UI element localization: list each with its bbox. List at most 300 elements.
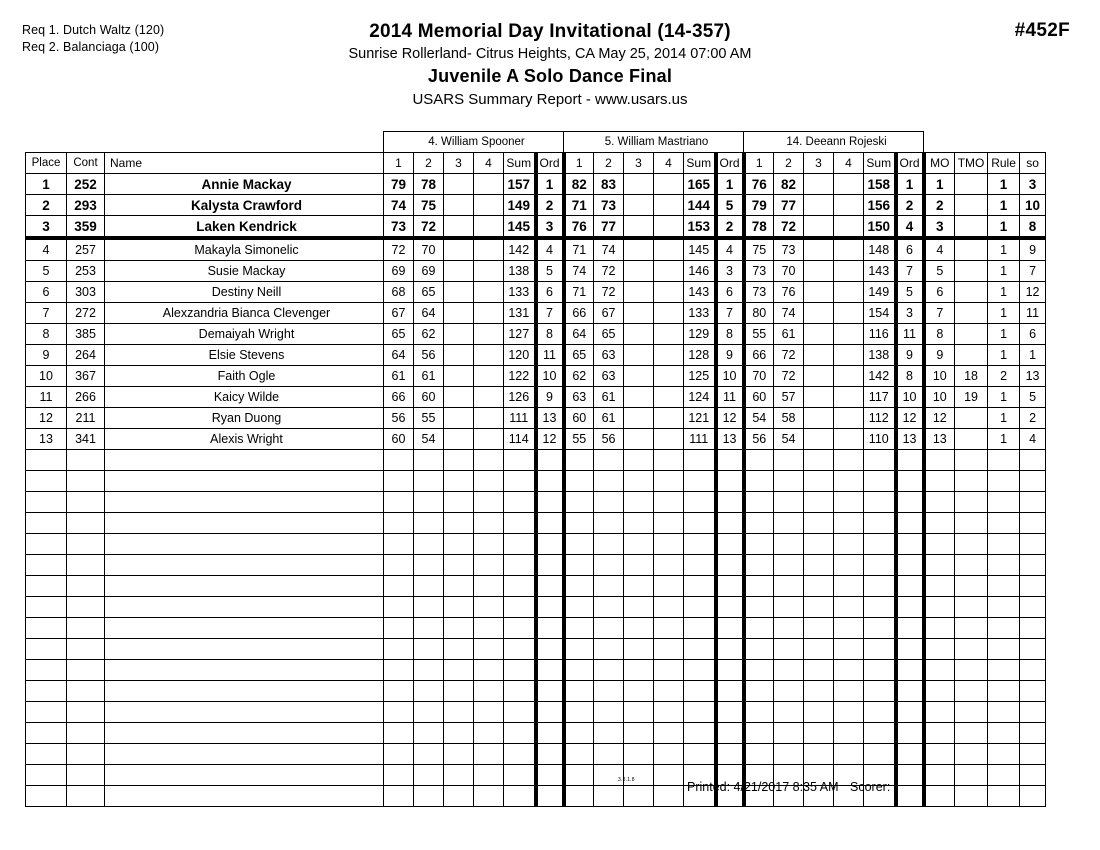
cell-j2-3 — [624, 429, 654, 450]
cell-empty — [474, 702, 504, 723]
cell-empty — [594, 786, 624, 807]
cell-empty — [684, 555, 716, 576]
cell-empty — [444, 660, 474, 681]
header-j3-sum: Sum — [864, 153, 896, 174]
cell-empty — [504, 597, 536, 618]
table-row[interactable] — [26, 238, 1046, 261]
table-row[interactable] — [26, 195, 1046, 216]
cell-j2-2: 73 — [594, 195, 624, 216]
cell-cont: 257 — [67, 238, 105, 261]
header-place: Place — [26, 153, 67, 174]
cell-mo: 10 — [924, 387, 955, 408]
cell-cont: 303 — [67, 282, 105, 303]
cell-empty — [774, 744, 804, 765]
cell-empty — [105, 492, 384, 513]
cell-j2-1: 63 — [564, 387, 594, 408]
cell-name: Elsie Stevens — [105, 345, 384, 366]
cell-empty — [384, 723, 414, 744]
cell-empty — [896, 576, 924, 597]
cell-empty — [864, 597, 896, 618]
cell-so: 7 — [1020, 261, 1046, 282]
cell-empty — [594, 513, 624, 534]
cell-j1-1: 65 — [384, 324, 414, 345]
cell-j2-1: 74 — [564, 261, 594, 282]
cell-empty — [988, 786, 1020, 807]
cell-empty — [624, 786, 654, 807]
cell-j1-4 — [474, 238, 504, 261]
cell-empty — [684, 534, 716, 555]
cell-empty — [414, 660, 444, 681]
cell-empty — [67, 702, 105, 723]
cell-j2-sum: 129 — [684, 324, 716, 345]
cell-j3-4 — [834, 261, 864, 282]
cell-j3-1: 54 — [744, 408, 774, 429]
venue-line: Sunrise Rollerland- Citrus Heights, CA May 25, 2014 07:00 AM — [348, 46, 752, 62]
cell-empty — [624, 492, 654, 513]
cell-empty — [594, 744, 624, 765]
cell-empty — [774, 555, 804, 576]
cell-j3-ord: 10 — [896, 387, 924, 408]
cell-empty — [474, 513, 504, 534]
cell-empty — [924, 534, 955, 555]
table-row[interactable] — [26, 408, 1046, 429]
cell-empty — [1020, 450, 1046, 471]
cell-empty — [804, 492, 834, 513]
cell-empty — [774, 723, 804, 744]
header-j1-4: 4 — [474, 153, 504, 174]
cell-j3-ord: 11 — [896, 324, 924, 345]
cell-j3-2: 57 — [774, 387, 804, 408]
cell-cont: 264 — [67, 345, 105, 366]
cell-empty — [744, 681, 774, 702]
cell-j1-ord: 8 — [536, 324, 564, 345]
cell-empty — [988, 639, 1020, 660]
cell-empty — [924, 597, 955, 618]
cell-empty — [988, 513, 1020, 534]
cell-j1-2: 55 — [414, 408, 444, 429]
cell-empty — [774, 576, 804, 597]
cell-mo: 5 — [924, 261, 955, 282]
cell-empty — [594, 471, 624, 492]
cell-j3-3 — [804, 345, 834, 366]
cell-empty — [716, 492, 744, 513]
cell-place: 3 — [26, 216, 67, 239]
cell-tmo: 19 — [955, 387, 988, 408]
cell-tmo — [955, 216, 988, 239]
cell-j2-3 — [624, 303, 654, 324]
cell-j1-ord: 6 — [536, 282, 564, 303]
cell-empty — [804, 702, 834, 723]
cell-empty — [384, 702, 414, 723]
table-row[interactable] — [26, 174, 1046, 195]
table-row-empty[interactable] — [26, 702, 1046, 723]
table-row[interactable] — [26, 324, 1046, 345]
requirement-line-1: Req 1. Dutch Waltz (120) — [22, 23, 165, 37]
table-row[interactable] — [26, 282, 1046, 303]
cell-empty — [896, 471, 924, 492]
cell-empty — [744, 576, 774, 597]
cell-j2-2: 63 — [594, 345, 624, 366]
cell-empty — [414, 534, 444, 555]
cell-empty — [67, 660, 105, 681]
cell-empty — [384, 534, 414, 555]
cell-tmo — [955, 408, 988, 429]
cell-empty — [834, 744, 864, 765]
cell-empty — [474, 555, 504, 576]
cell-empty — [654, 765, 684, 786]
table-row[interactable] — [26, 387, 1046, 408]
cell-empty — [624, 555, 654, 576]
cell-j1-sum: 142 — [504, 238, 536, 261]
cell-empty — [105, 723, 384, 744]
cell-empty — [536, 765, 564, 786]
cell-j1-4 — [474, 366, 504, 387]
cell-j1-2: 60 — [414, 387, 444, 408]
cell-j2-1: 55 — [564, 429, 594, 450]
cell-j2-3 — [624, 174, 654, 195]
cell-j3-1: 80 — [744, 303, 774, 324]
cell-empty — [924, 513, 955, 534]
table-row[interactable] — [26, 303, 1046, 324]
header-j2-sum: Sum — [684, 153, 716, 174]
cell-empty — [924, 576, 955, 597]
cell-empty — [444, 702, 474, 723]
cell-empty — [474, 639, 504, 660]
cell-empty — [474, 471, 504, 492]
cell-empty — [105, 702, 384, 723]
requirements-block — [22, 22, 164, 56]
cell-empty — [444, 723, 474, 744]
cell-empty — [834, 660, 864, 681]
cell-empty — [564, 450, 594, 471]
cell-empty — [67, 681, 105, 702]
cell-empty — [26, 786, 67, 807]
cell-rule: 1 — [988, 174, 1020, 195]
cell-empty — [474, 534, 504, 555]
cell-place: 10 — [26, 366, 67, 387]
cell-empty — [988, 450, 1020, 471]
cell-empty — [774, 681, 804, 702]
cell-empty — [896, 786, 924, 807]
cell-j2-sum: 133 — [684, 303, 716, 324]
cell-j1-4 — [474, 429, 504, 450]
cell-empty — [955, 597, 988, 618]
cell-rule: 1 — [988, 216, 1020, 239]
cell-empty — [804, 639, 834, 660]
cell-empty — [716, 576, 744, 597]
cell-j1-sum: 131 — [504, 303, 536, 324]
table-row-empty[interactable] — [26, 681, 1046, 702]
cell-empty — [955, 555, 988, 576]
cell-empty — [67, 492, 105, 513]
cell-empty — [67, 471, 105, 492]
cell-j1-ord: 7 — [536, 303, 564, 324]
cell-cont: 341 — [67, 429, 105, 450]
cell-empty — [896, 492, 924, 513]
cell-j3-3 — [804, 429, 834, 450]
cell-empty — [504, 492, 536, 513]
table-row-empty[interactable] — [26, 555, 1046, 576]
cell-mo: 9 — [924, 345, 955, 366]
cell-j3-1: 55 — [744, 324, 774, 345]
cell-j1-3 — [444, 195, 474, 216]
cell-empty — [67, 576, 105, 597]
cell-j3-ord: 13 — [896, 429, 924, 450]
cell-empty — [444, 765, 474, 786]
cell-cont: 359 — [67, 216, 105, 239]
cell-j3-sum: 156 — [864, 195, 896, 216]
cell-j1-sum: 120 — [504, 345, 536, 366]
table-row[interactable] — [26, 366, 1046, 387]
cell-empty — [1020, 618, 1046, 639]
cell-empty — [924, 618, 955, 639]
cell-empty — [564, 555, 594, 576]
cell-j1-ord: 2 — [536, 195, 564, 216]
cell-j2-2: 74 — [594, 238, 624, 261]
table-row-empty[interactable] — [26, 765, 1046, 786]
cell-j2-ord: 7 — [716, 303, 744, 324]
cell-j1-sum: 122 — [504, 366, 536, 387]
cell-empty — [896, 639, 924, 660]
cell-empty — [26, 513, 67, 534]
cell-empty — [67, 597, 105, 618]
table-row-empty[interactable] — [26, 723, 1046, 744]
cell-j2-3 — [624, 282, 654, 303]
cell-j2-ord: 1 — [716, 174, 744, 195]
cell-empty — [924, 471, 955, 492]
cell-j2-2: 56 — [594, 429, 624, 450]
cell-place: 5 — [26, 261, 67, 282]
table-row[interactable] — [26, 345, 1046, 366]
cell-j2-1: 64 — [564, 324, 594, 345]
cell-empty — [504, 471, 536, 492]
cell-empty — [988, 492, 1020, 513]
cell-empty — [414, 744, 444, 765]
cell-empty — [924, 744, 955, 765]
cell-j1-ord: 3 — [536, 216, 564, 239]
cell-empty — [804, 618, 834, 639]
cell-place: 12 — [26, 408, 67, 429]
cell-j2-ord: 3 — [716, 261, 744, 282]
header-j1-2: 2 — [414, 153, 444, 174]
header-j3-2: 2 — [774, 153, 804, 174]
header-tmo: TMO — [955, 153, 988, 174]
cell-empty — [384, 639, 414, 660]
cell-empty — [474, 681, 504, 702]
cell-empty — [474, 618, 504, 639]
table-row-empty[interactable] — [26, 744, 1046, 765]
cell-empty — [504, 744, 536, 765]
cell-j2-2: 61 — [594, 408, 624, 429]
cell-empty — [444, 744, 474, 765]
cell-empty — [955, 744, 988, 765]
cell-empty — [716, 618, 744, 639]
cell-empty — [564, 681, 594, 702]
cell-empty — [924, 639, 955, 660]
cell-j2-3 — [624, 195, 654, 216]
cell-name: Kalysta Crawford — [105, 195, 384, 216]
table-row-empty[interactable] — [26, 450, 1046, 471]
cell-j1-3 — [444, 408, 474, 429]
cell-empty — [834, 450, 864, 471]
cell-empty — [564, 597, 594, 618]
cell-name: Laken Kendrick — [105, 216, 384, 239]
cell-j1-4 — [474, 303, 504, 324]
banner-spacer-rule — [988, 132, 1020, 153]
cell-empty — [564, 786, 594, 807]
cell-empty — [834, 513, 864, 534]
cell-so: 13 — [1020, 366, 1046, 387]
cell-empty — [924, 702, 955, 723]
cell-empty — [955, 513, 988, 534]
header-j2-ord: Ord — [716, 153, 744, 174]
cell-empty — [67, 639, 105, 660]
cell-empty — [474, 450, 504, 471]
cell-empty — [594, 618, 624, 639]
cell-name: Demaiyah Wright — [105, 324, 384, 345]
cell-empty — [896, 534, 924, 555]
cell-empty — [624, 471, 654, 492]
cell-j1-1: 60 — [384, 429, 414, 450]
cell-so: 8 — [1020, 216, 1046, 239]
cell-empty — [414, 702, 444, 723]
cell-mo: 7 — [924, 303, 955, 324]
cell-empty — [654, 723, 684, 744]
header-j3-3: 3 — [804, 153, 834, 174]
cell-empty — [834, 681, 864, 702]
cell-j2-sum: 128 — [684, 345, 716, 366]
cell-empty — [744, 513, 774, 534]
cell-empty — [105, 744, 384, 765]
cell-empty — [684, 513, 716, 534]
cell-so: 3 — [1020, 174, 1046, 195]
cell-empty — [564, 744, 594, 765]
cell-empty — [67, 513, 105, 534]
cell-empty — [504, 723, 536, 744]
table-row-empty[interactable] — [26, 534, 1046, 555]
cell-j3-4 — [834, 216, 864, 239]
cell-empty — [684, 597, 716, 618]
cell-j1-4 — [474, 282, 504, 303]
cell-empty — [594, 534, 624, 555]
table-row-empty[interactable] — [26, 618, 1046, 639]
cell-empty — [744, 744, 774, 765]
cell-empty — [504, 555, 536, 576]
cell-empty — [564, 492, 594, 513]
table-row-empty[interactable] — [26, 513, 1046, 534]
cell-empty — [504, 534, 536, 555]
table-row-empty[interactable] — [26, 597, 1046, 618]
table-row-empty[interactable] — [26, 786, 1046, 807]
cell-empty — [654, 786, 684, 807]
cell-j1-1: 73 — [384, 216, 414, 239]
cell-empty — [414, 597, 444, 618]
table-row-empty[interactable] — [26, 471, 1046, 492]
cell-j2-4 — [654, 387, 684, 408]
cell-cont: 253 — [67, 261, 105, 282]
cell-j1-3 — [444, 324, 474, 345]
printed-label: Printed: 4/21/2017 8:35 AM — [687, 780, 839, 794]
cell-empty — [474, 744, 504, 765]
cell-j3-1: 79 — [744, 195, 774, 216]
cell-j1-4 — [474, 387, 504, 408]
table-row-empty[interactable] — [26, 492, 1046, 513]
cell-empty — [896, 597, 924, 618]
judge-header-1: 4. William Spooner — [384, 132, 564, 153]
cell-j1-2: 69 — [414, 261, 444, 282]
cell-j2-1: 82 — [564, 174, 594, 195]
cell-empty — [504, 702, 536, 723]
cell-j2-1: 76 — [564, 216, 594, 239]
cell-empty — [864, 492, 896, 513]
cell-j1-sum: 126 — [504, 387, 536, 408]
document-code: #452F — [1014, 20, 1070, 41]
cell-j1-3 — [444, 238, 474, 261]
cell-empty — [988, 534, 1020, 555]
cell-empty — [26, 576, 67, 597]
cell-j3-ord: 6 — [896, 238, 924, 261]
cell-j1-2: 61 — [414, 366, 444, 387]
header-name: Name — [105, 153, 384, 174]
cell-j3-ord: 2 — [896, 195, 924, 216]
report-header — [0, 20, 1100, 111]
cell-empty — [444, 639, 474, 660]
cell-empty — [1020, 702, 1046, 723]
cell-j2-4 — [654, 408, 684, 429]
cell-j3-1: 66 — [744, 345, 774, 366]
cell-empty — [804, 723, 834, 744]
cell-empty — [988, 471, 1020, 492]
cell-empty — [105, 639, 384, 660]
cell-j1-ord: 4 — [536, 238, 564, 261]
cell-empty — [536, 639, 564, 660]
table-row[interactable] — [26, 261, 1046, 282]
cell-empty — [105, 513, 384, 534]
header-j2-2: 2 — [594, 153, 624, 174]
cell-mo: 4 — [924, 238, 955, 261]
table-row[interactable] — [26, 216, 1046, 239]
cell-rule: 1 — [988, 324, 1020, 345]
cell-tmo — [955, 303, 988, 324]
cell-tmo — [955, 261, 988, 282]
cell-place: 7 — [26, 303, 67, 324]
table-row-empty[interactable] — [26, 660, 1046, 681]
cell-empty — [955, 450, 988, 471]
table-row[interactable] — [26, 429, 1046, 450]
cell-j1-sum: 133 — [504, 282, 536, 303]
cell-empty — [654, 639, 684, 660]
cell-empty — [26, 555, 67, 576]
cell-j2-ord: 2 — [716, 216, 744, 239]
cell-j3-ord: 12 — [896, 408, 924, 429]
cell-empty — [774, 534, 804, 555]
header-j3-1: 1 — [744, 153, 774, 174]
cell-empty — [684, 723, 716, 744]
cell-j2-ord: 8 — [716, 324, 744, 345]
cell-empty — [716, 702, 744, 723]
cell-empty — [105, 660, 384, 681]
table-row-empty[interactable] — [26, 576, 1046, 597]
cell-j3-1: 73 — [744, 282, 774, 303]
cell-j2-2: 61 — [594, 387, 624, 408]
cell-empty — [988, 765, 1020, 786]
cell-empty — [105, 765, 384, 786]
cell-j1-3 — [444, 216, 474, 239]
cell-empty — [624, 618, 654, 639]
cell-j2-3 — [624, 366, 654, 387]
table-row-empty[interactable] — [26, 639, 1046, 660]
organization-line: USARS Summary Report - www.usars.us — [412, 91, 688, 108]
